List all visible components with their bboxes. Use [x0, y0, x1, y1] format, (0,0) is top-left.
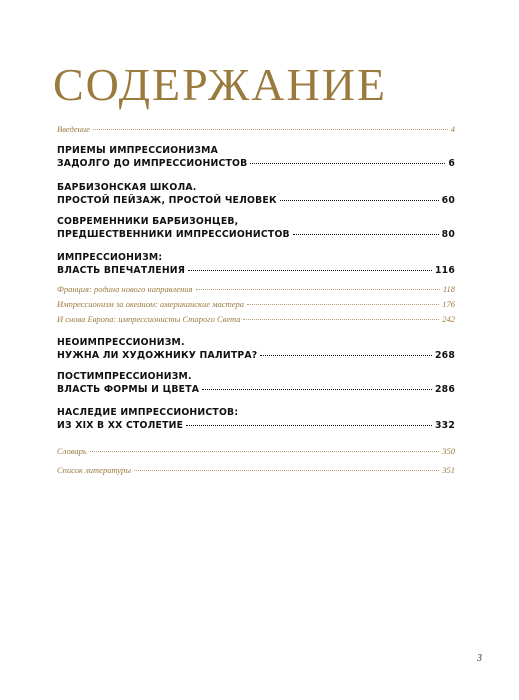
leader-dots	[247, 304, 439, 305]
toc-entry-label: Франция: родина нового направления	[57, 284, 193, 294]
leader-dots	[293, 234, 439, 235]
toc-entry-chapter-3[interactable]	[57, 215, 455, 243]
toc-entry-label: ЗАДОЛГО ДО ИМПРЕССИОНИСТОВ	[57, 158, 248, 169]
toc-page-number: 351	[442, 465, 455, 475]
toc-subentry-3[interactable]	[57, 314, 455, 327]
toc-entry-label: ВЛАСТЬ ФОРМЫ И ЦВЕТА	[57, 384, 200, 395]
toc-entry-label: Список литературы	[57, 465, 132, 475]
leader-dots	[250, 163, 445, 164]
toc-page-number: 60	[441, 195, 455, 206]
toc-entry-label: Импрессионизм за океаном: американские мастера	[57, 299, 244, 309]
toc-entry-label: ИЗ XIX В XX СТОЛЕТИЕ	[57, 420, 184, 431]
toc-entry-chapter-1[interactable]	[57, 144, 455, 172]
toc-page-number: 242	[442, 314, 455, 324]
toc-page-number: 4	[450, 124, 455, 134]
toc-page-number: 116	[434, 265, 455, 276]
leader-dots	[196, 289, 440, 290]
leader-dots	[243, 319, 439, 320]
page-number: 3	[477, 653, 482, 664]
toc-entry-label: НАСЛЕДИЕ ИМПРЕССИОНИСТОВ:	[57, 407, 239, 418]
toc-entry-label: ПРОСТОЙ ПЕЙЗАЖ, ПРОСТОЙ ЧЕЛОВЕК	[57, 195, 277, 206]
toc-entry-label: ПОСТИМПРЕССИОНИЗМ.	[57, 371, 192, 382]
toc-entry-bibliography[interactable]	[57, 465, 455, 478]
toc-entry-label: ПРЕДШЕСТВЕННИКИ ИМПРЕССИОНИСТОВ	[57, 229, 290, 240]
toc-entry-label: СОВРЕМЕННИКИ БАРБИЗОНЦЕВ,	[57, 216, 239, 227]
leader-dots	[134, 470, 439, 471]
leader-dots	[280, 200, 439, 201]
leader-dots	[186, 425, 432, 426]
toc-page-number: 268	[434, 350, 455, 361]
toc-entry-chapter-6[interactable]	[57, 370, 455, 398]
toc-page-number: 6	[448, 158, 455, 169]
page-title: СОДЕРЖАНИЕ	[53, 59, 388, 110]
toc-entry-intro[interactable]	[57, 124, 455, 137]
toc-entry-label: ВЛАСТЬ ВПЕЧАТЛЕНИЯ	[57, 265, 186, 276]
toc-entry-chapter-7[interactable]	[57, 406, 455, 434]
toc-entry-label: И снова Европа: импрессионисты Старого Света	[57, 314, 241, 324]
toc-entry-glossary[interactable]	[57, 446, 455, 459]
toc-entry-chapter-4[interactable]	[57, 251, 455, 279]
toc-entry-label: ПРИЕМЫ ИМПРЕССИОНИЗМА	[57, 145, 218, 156]
toc-entry-chapter-2[interactable]	[57, 181, 455, 209]
toc-entry-label: НУЖНА ЛИ ХУДОЖНИКУ ПАЛИТРА?	[57, 350, 258, 361]
toc-subentry-2[interactable]	[57, 299, 455, 312]
leader-dots	[188, 270, 432, 271]
toc-page-number: 350	[442, 446, 455, 456]
toc-entry-label: Словарь	[57, 446, 87, 456]
leader-dots	[93, 129, 448, 130]
toc-page-number: 118	[442, 284, 455, 294]
leader-dots	[202, 389, 432, 390]
leader-dots	[260, 355, 432, 356]
leader-dots	[90, 451, 440, 452]
toc-page-number: 332	[434, 420, 455, 431]
toc-entry-label: Введение	[57, 124, 90, 134]
toc-entry-label: НЕОИМПРЕССИОНИЗМ.	[57, 337, 185, 348]
toc-subentry-1[interactable]	[57, 284, 455, 297]
toc-entry-label: БАРБИЗОНСКАЯ ШКОЛА.	[57, 182, 197, 193]
toc-page-number: 286	[434, 384, 455, 395]
toc-page-number: 176	[442, 299, 455, 309]
toc-entry-chapter-5[interactable]	[57, 336, 455, 364]
toc-entry-label: ИМПРЕССИОНИЗМ:	[57, 252, 163, 263]
toc-page-number: 80	[441, 229, 455, 240]
